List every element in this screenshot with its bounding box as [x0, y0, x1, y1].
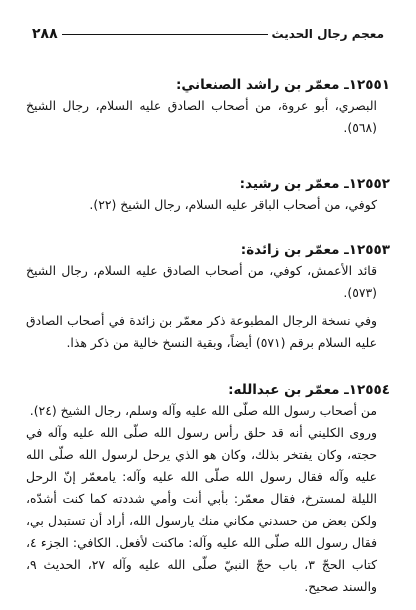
entry-12554	[26, 380, 390, 598]
entry-paragraph: وفي نسخة الرجال المطبوعة ذكر معمّر بن زائدة في أصحاب الصادق عليه السلام برقم (٥٧١) أيضاً، وبقية النسخ خالية من ذكر هذا.	[26, 313, 377, 350]
entry-title: ١٢٥٥١ـ معمّر بن راشد الصنعاني:	[175, 77, 390, 93]
book-title: معجم رجال الحديث	[271, 27, 384, 41]
entry-paragraph: البصري، أبو عروة، من أصحاب الصادق عليه السلام، رجال الشيخ (٥٦٨).	[26, 98, 377, 135]
entry-title: ١٢٥٥٣ـ معمّر بن زائدة:	[240, 242, 390, 258]
entry-12552	[26, 174, 390, 216]
entry-title: ١٢٥٥٤ـ معمّر بن عبدالله:	[228, 382, 390, 398]
entry-12553	[26, 240, 390, 354]
entry-paragraph: كوفي، من أصحاب الباقر عليه السلام، رجال الشيخ (٢٢).	[89, 197, 377, 212]
running-header	[26, 22, 390, 46]
header-rule	[62, 34, 268, 35]
entry-paragraph: قائد الأعمش، كوفي، من أصحاب الصادق عليه السلام، رجال الشيخ (٥٧٣).	[26, 263, 377, 300]
page-number: ٢٨٨	[32, 26, 58, 42]
entry-title: ١٢٥٥٢ـ معمّر بن رشيد:	[239, 176, 390, 192]
entry-paragraph: من أصحاب رسول الله صلّى الله عليه وآله وسلم، رجال الشيخ (٢٤).	[29, 403, 377, 418]
entry-12551	[26, 75, 390, 139]
entry-paragraph: وروى الكليني أنه قد حلق رأس رسول الله صلّى الله عليه وآله في حجته، وكان يفتخر بذلك، وكان هو الذي يرحل لرسول الله صلّى الله عليه وآله فقال رسول الله صلّى الله عليه وآله: يامعمّر إنّ الرحل الليلة لمسترخ، فقال معمّر: بأبي أنت وأمي شددته كما كنت أشدّه، ولكن بعض من حسدني مكاني منك يارسول الله، أراد أن تستبدل بي، فقال رسول الله صلّى الله عليه وآله: ماكنت لأفعل. الكافي: الجزء ٤، كتاب الحجّ ٣، باب حجّ النبيّ صلّى الله عليه وآله ٢٧، الحديث ٩، والسند صحيح.	[26, 425, 377, 594]
